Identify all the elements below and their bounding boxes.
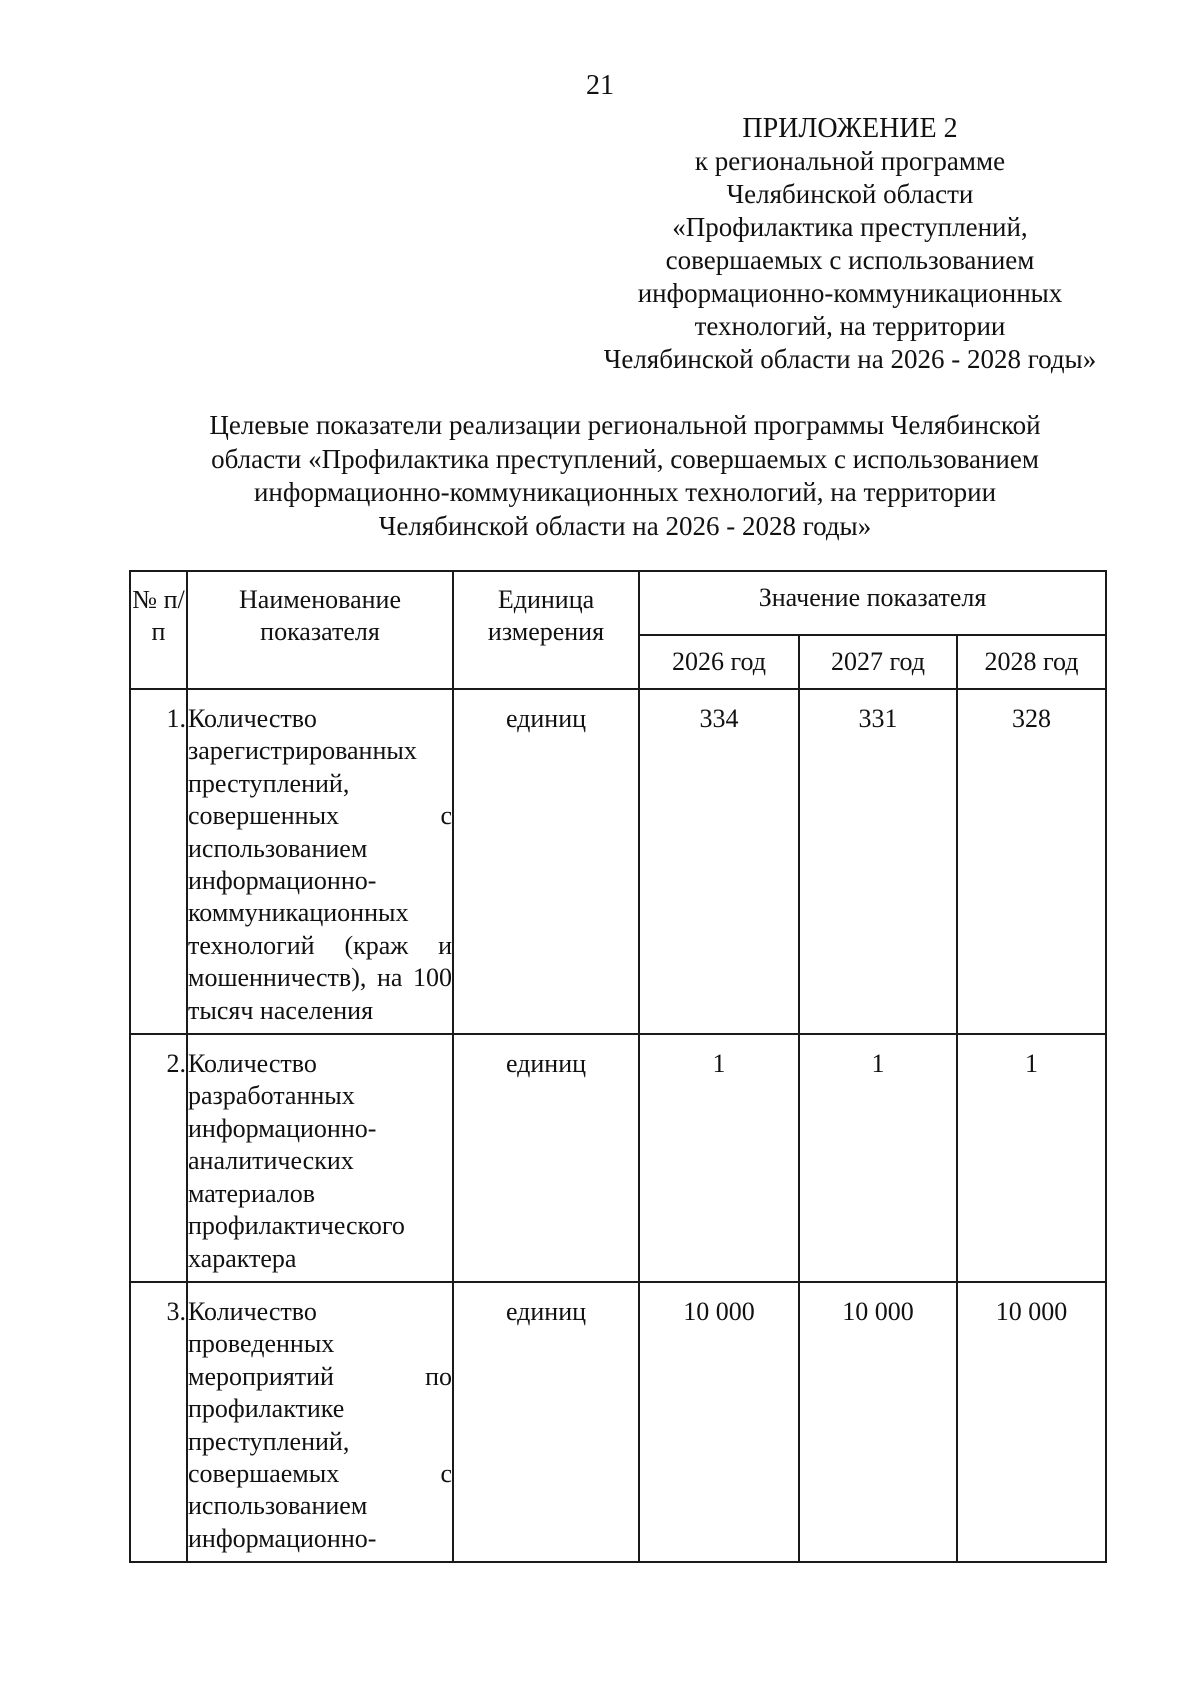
header-name: Наименование показателя — [187, 571, 453, 689]
row-number: 3. — [130, 1282, 187, 1562]
row-unit: единиц — [453, 689, 639, 1034]
document-title-line: Целевые показатели реализации региональной программы Челябинской — [209, 410, 1041, 440]
row-value-2027: 10 000 — [799, 1282, 957, 1562]
table-row — [130, 1282, 1106, 1562]
header-year-2027: 2027 год — [799, 635, 957, 689]
row-value-2026: 1 — [639, 1034, 799, 1282]
appendix-line: технологий, на территории — [694, 311, 1006, 341]
table-row — [130, 1034, 1106, 1282]
appendix-line: Челябинской области — [726, 179, 974, 209]
row-indicator-name: Количество зарегистрированных преступлений, совершенных с использованием информационно-коммуникационных технологий (краж и мошенничеств), на 100 тысяч населения — [187, 689, 453, 1034]
appendix-title: ПРИЛОЖЕНИЕ 2 — [742, 113, 958, 144]
row-value-2026: 334 — [639, 689, 799, 1034]
row-indicator-name: Количество проведенных мероприятий по профилактике преступлений, совершаемых с использованием информационно- — [187, 1282, 453, 1562]
indicators-table — [129, 570, 1107, 1563]
row-value-2028: 10 000 — [957, 1282, 1106, 1562]
row-number: 2. — [130, 1034, 187, 1282]
appendix-line: информационно-коммуникационных — [637, 278, 1063, 308]
document-title-line: информационно-коммуникационных технологий, на территории — [253, 477, 997, 507]
appendix-line: к региональной программе — [694, 146, 1006, 176]
document-title-line: области «Профилактика преступлений, совершаемых с использованием — [211, 443, 1039, 474]
table-header-row — [130, 571, 1106, 635]
row-indicator-name: Количество разработанных информационно-аналитических материалов профилактического характера — [187, 1034, 453, 1282]
row-value-2028: 1 — [957, 1034, 1106, 1282]
appendix-line: Челябинской области на 2026 - 2028 годы» — [603, 344, 1097, 374]
row-unit: единиц — [453, 1282, 639, 1562]
header-year-2028: 2028 год — [957, 635, 1106, 689]
row-value-2027: 331 — [799, 689, 957, 1034]
header-unit: Единица измерения — [453, 571, 639, 689]
header-year-2026: 2026 год — [639, 635, 799, 689]
appendix-block — [580, 112, 1120, 376]
page-number: 21 — [586, 70, 614, 101]
table-row — [130, 689, 1106, 1034]
row-value-2026: 10 000 — [639, 1282, 799, 1562]
row-number: 1. — [130, 689, 187, 1034]
document-title — [160, 409, 1090, 543]
document-title-line: Челябинской области на 2026 - 2028 годы» — [378, 510, 872, 541]
appendix-line: совершаемых с использованием — [665, 245, 1035, 275]
appendix-line: «Профилактика преступлений, — [672, 212, 1028, 242]
row-value-2028: 328 — [957, 689, 1106, 1034]
header-number: № п/п — [130, 571, 187, 689]
header-values-group: Значение показателя — [639, 571, 1106, 635]
row-unit: единиц — [453, 1034, 639, 1282]
row-value-2027: 1 — [799, 1034, 957, 1282]
